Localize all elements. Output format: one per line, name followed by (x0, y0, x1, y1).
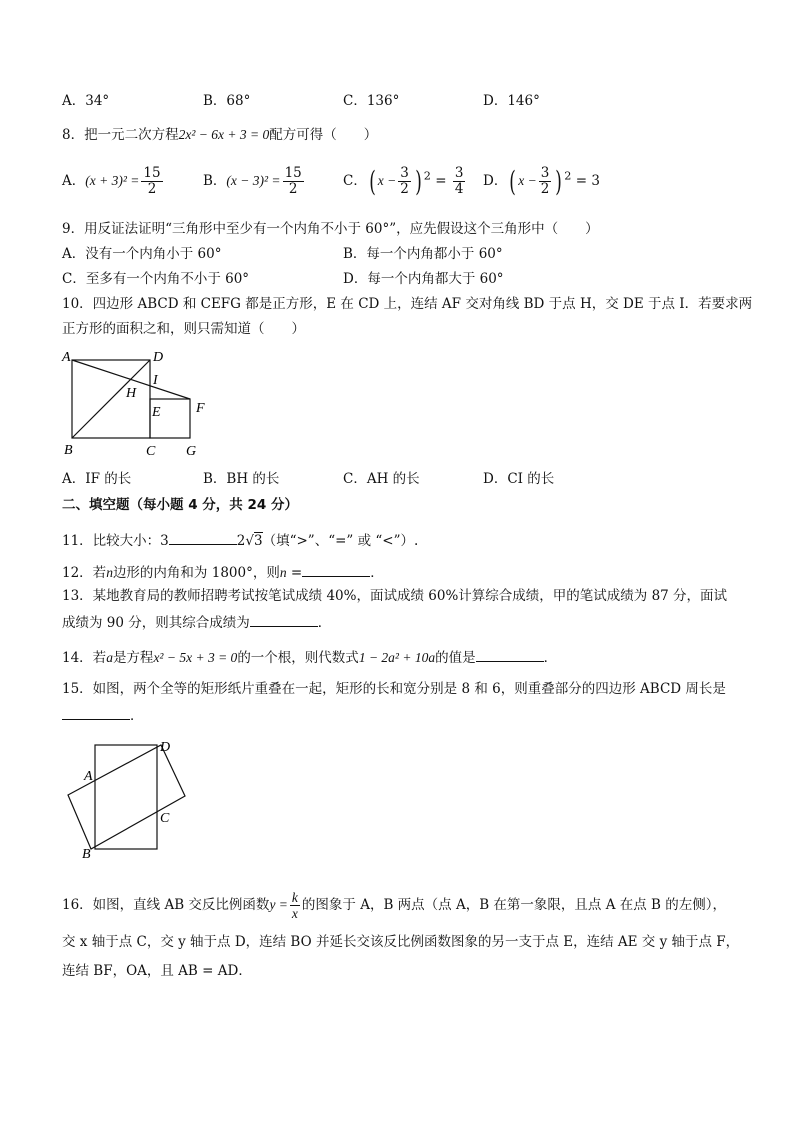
q10-figure (60, 346, 220, 464)
q10-option-c: C．AH 的长 (343, 471, 420, 487)
q13-answer-blank[interactable] (250, 612, 318, 627)
q9-option-d: D．每一个内角都大于 60° (343, 271, 504, 287)
q10-stem-line2: 正方形的面积之和，则只需知道（ ） (62, 321, 305, 337)
q12: 12．若n边形的内角和为 1800°，则n = ． (62, 562, 384, 582)
q11-answer-blank[interactable] (169, 530, 237, 545)
q13-line1: 13．某地教育局的教师招聘考试按笔试成绩 40%，面试成绩 60%计算综合成绩，甲的笔试成绩为 87 分，面试 (62, 588, 728, 604)
label-b: B (82, 847, 91, 862)
label-d: D (153, 350, 164, 365)
q15-answer-blank[interactable] (62, 705, 130, 720)
q12-answer-blank[interactable] (302, 562, 370, 577)
diagonal-bd (72, 360, 150, 438)
q8-option-c: C．( x − $\frac{3}{2}$ ) $^2$ = $\frac{3}{4}$ (343, 164, 464, 198)
label-c: C (146, 444, 156, 459)
q14-answer-blank[interactable] (476, 647, 544, 662)
q8-option-a: A．(x + 3)² = $\frac{15}{2}$ (62, 165, 161, 197)
q10-option-b: B．BH 的长 (203, 471, 280, 487)
q15-line1: 15．如图，两个全等的矩形纸片重叠在一起，矩形的长和宽分别是 8 和 6，则重叠部分的四边形 ABCD 周长是 (62, 681, 726, 697)
q10-option-a: A．IF 的长 (62, 471, 132, 487)
q8-option-d: D．( x − $\frac{3}{2}$ ) $^2$ = 3 (483, 164, 600, 198)
q10-stem-line1: 10．四边形 ABCD 和 CEFG 都是正方形，E 在 CD 上，连结 AF 交对角线 BD 于点 H，交 DE 于点 I．若要求两 (62, 296, 753, 312)
label-g: G (186, 444, 197, 459)
q8-stem: 8．把一元二次方程2x² − 6x + 3 = 0配方可得（ ） (62, 127, 378, 143)
q8-option-b: B．(x − 3)² = $\frac{15}{2}$ (203, 165, 302, 197)
q16-line3: 连结 BF，OA，且 AB = AD． (62, 963, 252, 979)
q7-option-a: A．34° (62, 93, 110, 109)
q15-figure (62, 733, 192, 863)
rectangle-upright (95, 745, 157, 849)
label-c: C (160, 811, 170, 826)
q9-option-c: C．至多有一个内角不小于 60° (62, 271, 250, 287)
q11: 11．比较大小：3 2√3（填“>”、“=” 或 “<”）. (62, 530, 418, 550)
label-b: B (64, 443, 73, 458)
q9-option-a: A．没有一个内角小于 60° (62, 246, 222, 262)
label-a: A (62, 350, 71, 365)
q7-option-c: C．136° (343, 93, 400, 109)
section-2-heading: 二、填空题（每小题 4 分，共 24 分） (62, 497, 298, 513)
label-d: D (160, 740, 171, 755)
q16-line2: 交 x 轴于点 C，交 y 轴于点 D，连结 BO 并延长交该反比例函数图象的另一支于点 E，连结 AE 交 y 轴于点 F， (62, 934, 740, 950)
q10-option-d: D．CI 的长 (483, 471, 555, 487)
q7-option-d: D．146° (483, 93, 540, 109)
q7-option-b: B．68° (203, 93, 251, 109)
label-e: E (152, 405, 161, 420)
label-h: H (126, 386, 137, 401)
rectangle-tilted (68, 745, 185, 849)
q16-line1: 16．如图，直线 AB 交反比例函数y = $\frac{k}{x}$ 的图象于 A，B 两点（点 A，B 在第一象限，且点 A 在点 B 的左侧）， (62, 890, 727, 921)
q13-line2: 成绩为 90 分，则其综合成绩为 ． (62, 612, 331, 632)
label-a: A (84, 769, 93, 784)
q9-option-b: B．每一个内角都小于 60° (343, 246, 503, 262)
q9-stem: 9．用反证法证明“三角形中至少有一个内角不小于 60°”，应先假设这个三角形中（ ） (62, 221, 599, 237)
q15-line2: ． (62, 705, 144, 725)
label-f: F (196, 401, 205, 416)
q14: 14．若a是方程x² − 5x + 3 = 0的一个根，则代数式1 − 2a² + 10a的值是 ． (62, 647, 557, 667)
label-i: I (153, 373, 158, 388)
